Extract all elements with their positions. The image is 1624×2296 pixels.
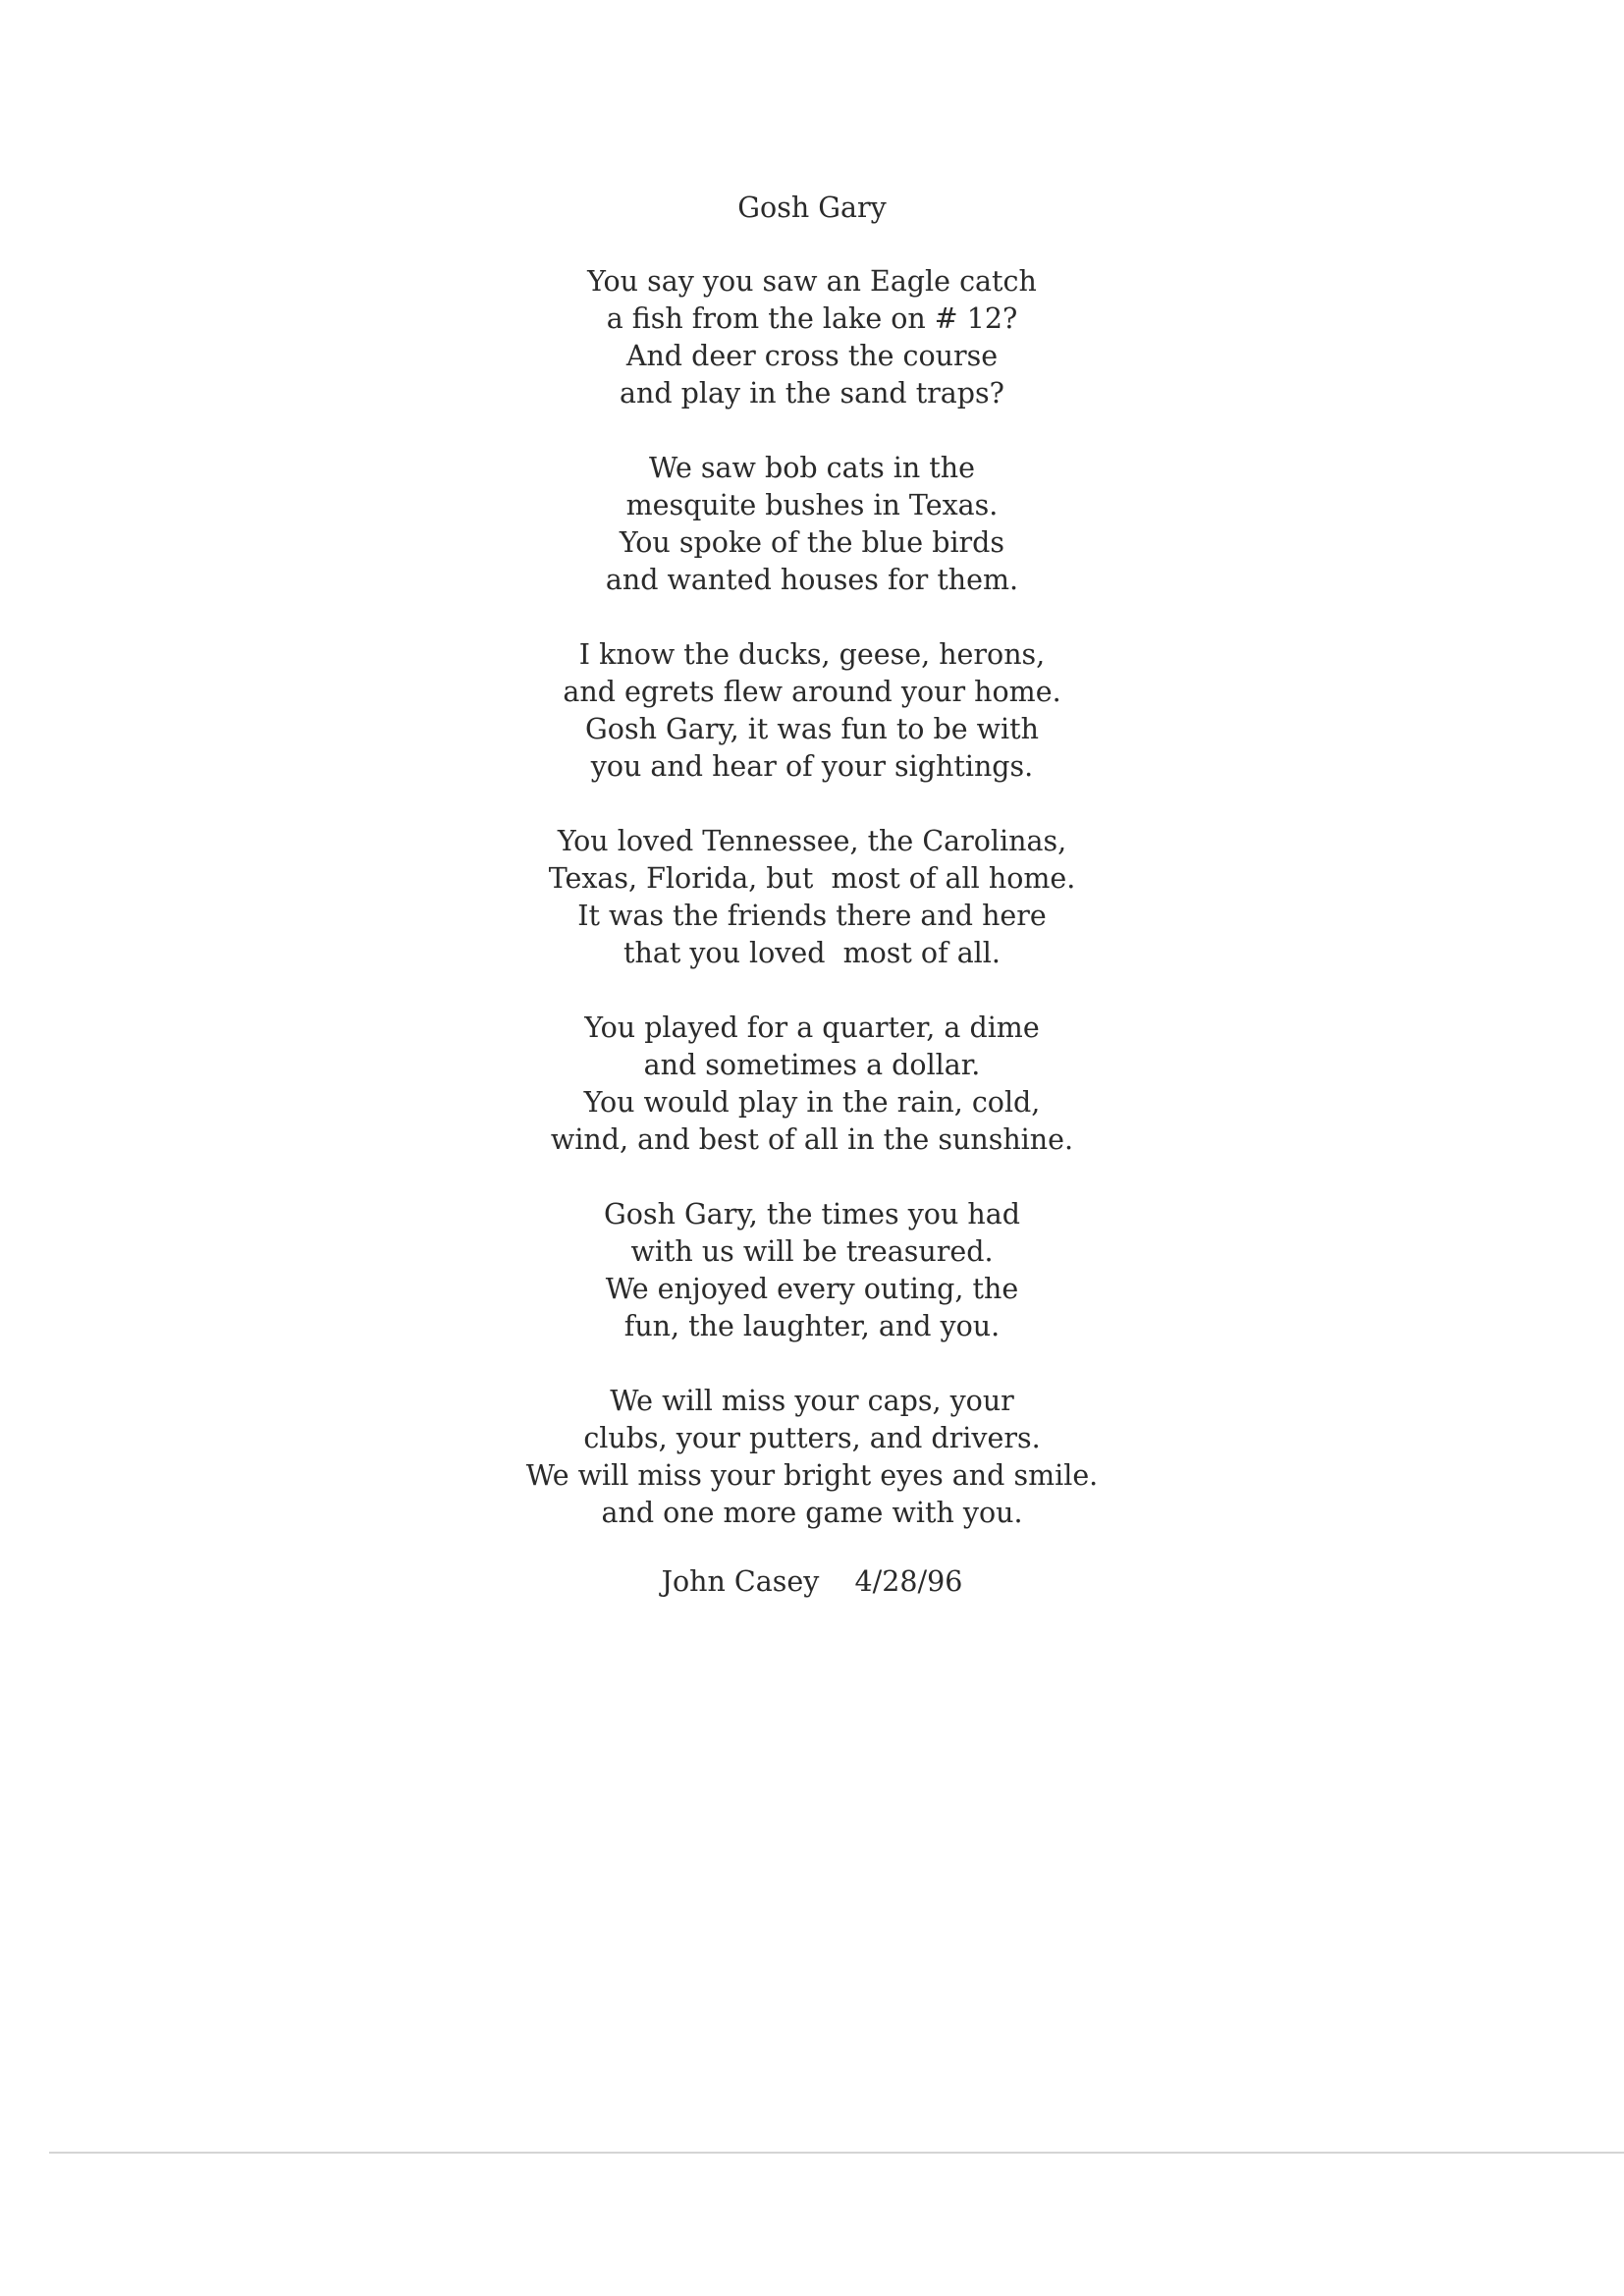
poem-line: You played for a quarter, a dime bbox=[584, 1011, 1040, 1044]
stanza-6 bbox=[0, 1196, 1624, 1345]
scan-edge-line bbox=[49, 2152, 1624, 2154]
poem-line: You say you saw an Eagle catch bbox=[587, 265, 1037, 298]
poem-line: a fish from the lake on # 12? bbox=[606, 302, 1018, 335]
poem-line: I know the ducks, geese, herons, bbox=[578, 638, 1046, 671]
poem-line: It was the friends there and here bbox=[577, 900, 1047, 932]
poem-title: Gosh Gary bbox=[737, 191, 887, 224]
poem-line: We saw bob cats in the bbox=[649, 452, 975, 484]
stanza-1 bbox=[0, 263, 1624, 412]
poem-line: Texas, Florida, but most of all home. bbox=[548, 862, 1076, 895]
poem-line: fun, the laughter, and you. bbox=[623, 1310, 1001, 1342]
author-signature-date: John Casey 4/28/96 bbox=[661, 1565, 963, 1598]
poem-line: Gosh Gary, it was fun to be with bbox=[585, 713, 1039, 745]
poem-line: and wanted houses for them. bbox=[605, 564, 1019, 596]
stanza-3 bbox=[0, 636, 1624, 786]
poem-line: Gosh Gary, the times you had bbox=[604, 1198, 1020, 1230]
poem-line: mesquite bushes in Texas. bbox=[625, 489, 999, 521]
poem-line: with us will be treasured. bbox=[630, 1235, 994, 1268]
stanza-2 bbox=[0, 450, 1624, 599]
poem-line: that you loved most of all. bbox=[623, 937, 1001, 969]
poem-line: and play in the sand traps? bbox=[620, 377, 1004, 410]
poem-line: You loved Tennessee, the Carolinas, bbox=[557, 825, 1067, 857]
poem-line: We enjoyed every outing, the bbox=[605, 1273, 1019, 1305]
poem-line: you and hear of your sightings. bbox=[590, 750, 1034, 783]
stanza-4 bbox=[0, 823, 1624, 972]
poem-line: and one more game with you. bbox=[601, 1497, 1023, 1529]
stanza-5 bbox=[0, 1010, 1624, 1159]
poem-line: and egrets flew around your home. bbox=[563, 676, 1061, 708]
stanza-7 bbox=[0, 1383, 1624, 1532]
poem-line: We will miss your caps, your bbox=[610, 1385, 1014, 1417]
poem-line: We will miss your bright eyes and smile. bbox=[525, 1459, 1099, 1492]
poem-line: clubs, your putters, and drivers. bbox=[583, 1422, 1041, 1454]
poem-line: and sometimes a dollar. bbox=[643, 1049, 981, 1081]
poem-line: You spoke of the blue birds bbox=[619, 526, 1005, 559]
poem-line: wind, and best of all in the sunshine. bbox=[550, 1123, 1074, 1156]
poem-line: You would play in the rain, cold, bbox=[583, 1086, 1041, 1119]
poem-line: And deer cross the course bbox=[625, 340, 999, 372]
poem bbox=[0, 190, 1624, 1601]
